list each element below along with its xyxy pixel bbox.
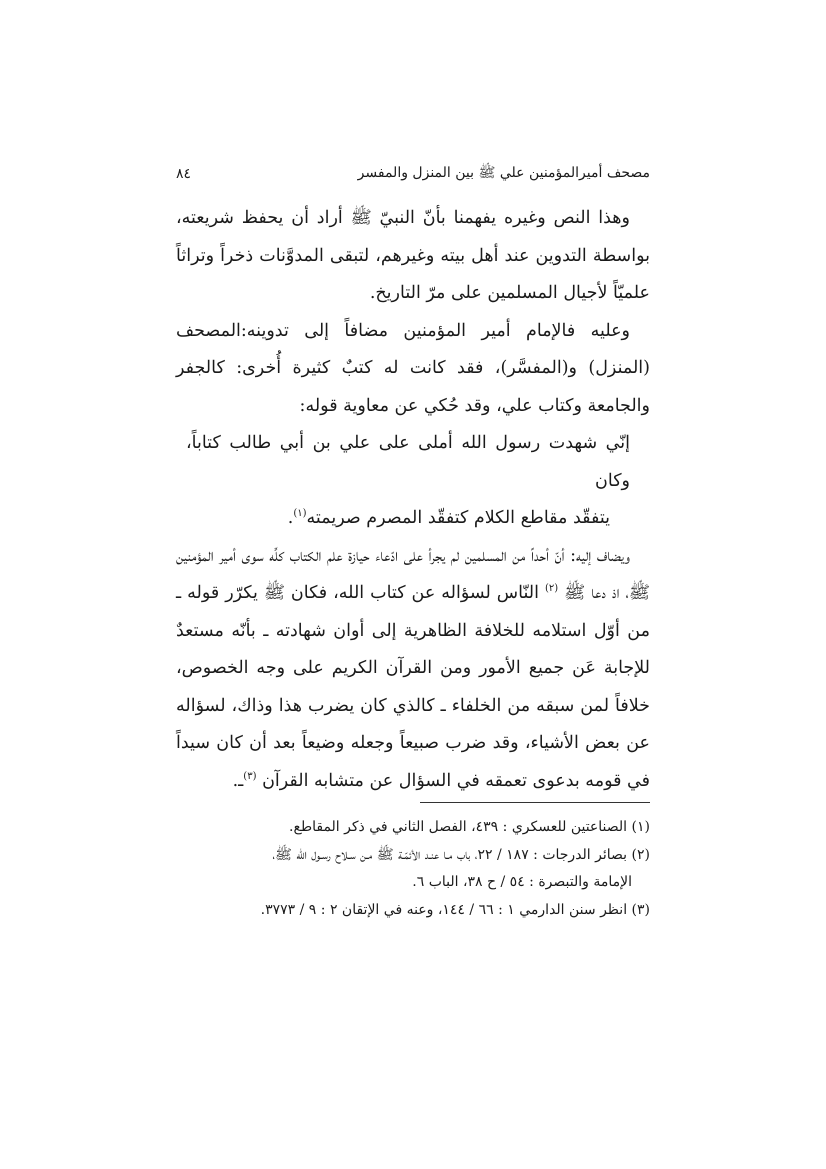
footnote-3: (٣) انظر سنن الدارمي ١ : ٦٦ / ١٤٤، وعنه في الإتقان ٢ : ٩ / ٣٧٧٣. bbox=[260, 901, 650, 918]
quote-line-2 bbox=[176, 500, 650, 538]
footnote-divider bbox=[420, 802, 650, 803]
paragraph-3 bbox=[176, 538, 650, 801]
footnote-2-line-1: (٢) بصائر الدرجات : ١٨٧ / ٢٢، باب مـا عنـد الأئمّـة ﷺ مـن سـلاح رسـول الله ﷺ، bbox=[272, 846, 650, 863]
running-title: مصحف أميرالمؤمنين علي ﷺ بين المنزل والمفسر bbox=[357, 165, 650, 181]
main-text bbox=[176, 200, 650, 800]
paragraph-3-end: ـ. bbox=[232, 770, 244, 791]
quote-line-1: إنّي شهدت رسول الله أملى على علي بن أبي طالب كتاباً، وكان bbox=[186, 433, 630, 491]
footnote-2-line-2: الإمامة والتبصرة : ٥٤ / ح ٣٨، الباب ٦. bbox=[412, 874, 632, 890]
footnote-ref-2[interactable]: (٢) bbox=[544, 583, 559, 595]
paragraph-2: وعليه فالإمام أمير المؤمنين مضافاً إلى تدوينه:المصحف (المنزل) و(المفسَّر)، فقد كانت له كتبٌ كثيرة أُخرى: كالجفر والجامعة وكتاب علي، وقد حُكي عن معاوية قوله: bbox=[176, 320, 650, 416]
paragraph-3-part-a: ويضاف إليه: أنّ أحداً من المسلمين لم يجرأ على ادّعاء حيازة علم الكتاب كلِّه سوى أمير المؤمنين ﷺ، اذ دعا ﷺ bbox=[176, 545, 650, 603]
footnotes bbox=[176, 814, 650, 924]
footnote-1: (١) الصناعتين للعسكري : ٤٣٩، الفصل الثاني في ذكر المقاطع. bbox=[289, 819, 650, 835]
quote-end: . bbox=[287, 508, 294, 528]
page-number: ٨٤ bbox=[176, 166, 192, 182]
paragraph-3-part-b: النّاس لسؤاله عن كتاب الله، فكان ﷺ يكرّر قوله ـ من أوّل استلامه للخلافة الظاهرية إلى أوان شهادته ـ بأنّه مستعدٌ للإجابة عَن جميع الأمور ومن القرآن الكريم على وجه الخصوص، خلافاً لمن سبقه من الخلفاء ـ كالذي كان يضرب هذا وذاك، لسؤاله عن بعض الأشياء، وقد ضرب صبيعاً وجعله وضيعاً بعد أن كان سيداً في قومه بدعوى تعمقه في السؤال عن متشابه القرآن bbox=[176, 583, 650, 791]
page-header bbox=[176, 162, 650, 186]
footnote-ref-3[interactable]: (٣) bbox=[243, 770, 257, 782]
paragraph-1: وهذا النص وغيره يفهمنا بأنّ النبيّ ﷺ أراد أن يحفظ شريعته، بواسطة التدوين عند أهل بيته وغيرهم، لتبقى المدوَّنات ذخراً وتراثاً علميّاً لأجيال المسلمين على مرّ التاريخ. bbox=[176, 208, 650, 303]
quote-text: يتفقّد مقاطع الكلام كتفقّد المصرم صريمته bbox=[306, 508, 610, 528]
footnote-ref-1[interactable]: (١) bbox=[293, 508, 307, 520]
